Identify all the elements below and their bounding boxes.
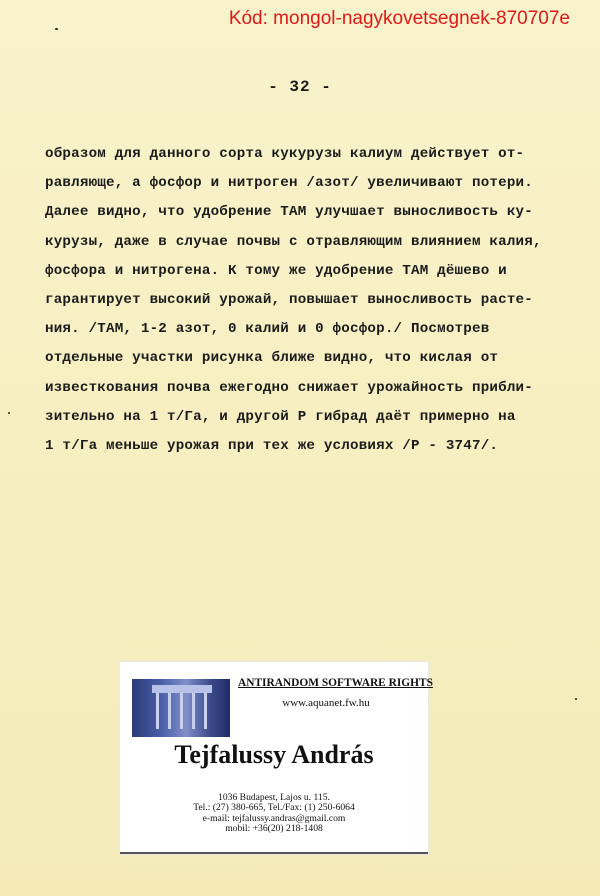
body-text bbox=[45, 140, 575, 461]
card-email: e-mail: tejfalussy.andras@gmail.com bbox=[202, 812, 346, 824]
body-line: известкования почва ежегодно снижает урожайность прибли- bbox=[45, 379, 533, 396]
card-address: 1036 Budapest, Lajos u. 115. bbox=[218, 792, 330, 803]
scan-speck bbox=[575, 698, 577, 700]
card-mobile: mobil: +36(20) 218-1408 bbox=[225, 823, 323, 835]
body-line: Далее видно, что удобрение ТАМ улучшает выносливость ку- bbox=[45, 204, 533, 221]
body-line: отдельные участки рисунка ближе видно, что кислая от bbox=[45, 350, 499, 367]
building-column bbox=[168, 693, 171, 729]
body-line: 1 т/Га меньше урожая при тех же условиях /Р - 3747/. bbox=[45, 438, 499, 455]
business-card bbox=[120, 662, 433, 854]
building-roof bbox=[152, 685, 212, 693]
body-line: равляюще, а фосфор и нитроген /азот/ увеличивают потери. bbox=[45, 175, 533, 192]
card-website: www.aquanet.fw.hu bbox=[282, 697, 370, 709]
body-line: образом для данного сорта кукурузы калиум действует от- bbox=[45, 146, 525, 162]
body-line: зительно на 1 т/Га, и другой Р гибрад даёт примерно на bbox=[45, 408, 516, 425]
page-number: - 32 - bbox=[268, 78, 332, 96]
building-column bbox=[204, 693, 207, 729]
body-line: курузы, даже в случае почвы с отравляющим влиянием калия, bbox=[45, 233, 542, 250]
building-column bbox=[192, 693, 195, 729]
building-photo bbox=[132, 679, 230, 737]
card-phone: Tel.: (27) 380-665, Tel./Fax: (1) 250-6064 bbox=[193, 802, 355, 814]
building-column bbox=[180, 693, 183, 729]
card-contact-block bbox=[120, 793, 428, 835]
card-rights-heading: ANTIRANDOM SOFTWARE RIGHTS bbox=[238, 677, 433, 689]
scan-speck bbox=[55, 28, 58, 30]
scan-speck bbox=[8, 412, 10, 414]
body-line: ния. /ТАМ, 1-2 азот, 0 калий и 0 фосфор./ Посмотрев bbox=[45, 321, 490, 338]
body-line: фосфора и нитрогена. К тому же удобрение ТАМ дёшево и bbox=[45, 262, 507, 279]
document-code-label: Kód: mongol-nagykovetsegnek-870707e bbox=[228, 8, 570, 29]
card-person-name: Tejfalussy András bbox=[174, 740, 374, 769]
body-line: гарантирует высокий урожай, повышает выносливость расте- bbox=[45, 292, 533, 309]
building-column bbox=[156, 693, 159, 729]
